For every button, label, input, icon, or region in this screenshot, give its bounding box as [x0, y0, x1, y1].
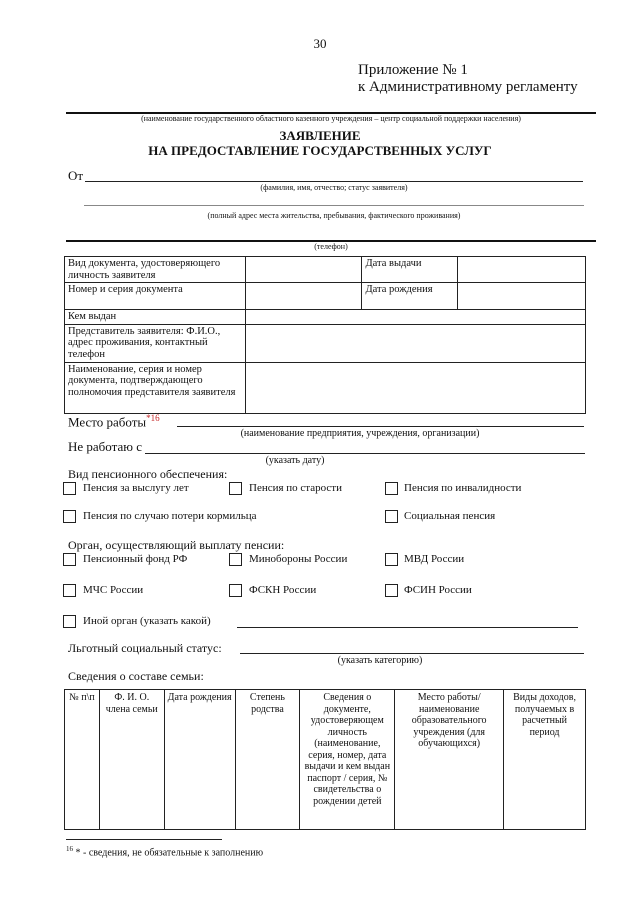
social-status-label: Льготный социальный статус:	[68, 641, 222, 655]
doc-type-label: Вид документа, удостоверяющего личность заявителя	[65, 257, 246, 283]
address-field[interactable]	[84, 205, 584, 206]
required-mark: *	[146, 413, 151, 423]
footnote	[66, 845, 263, 858]
institution-caption: (наименование государственного областного казенного учреждения – центр социальной поддержки населения)	[141, 114, 521, 123]
footnote-ref: 16	[150, 413, 160, 423]
payment-option-2-checkbox[interactable]	[385, 553, 398, 566]
address-caption: (полный адрес места жительства, пребывания, фактического проживания)	[207, 211, 461, 220]
payment-option-3-label: МЧС России	[83, 584, 144, 596]
pension-option-3-checkbox[interactable]	[63, 510, 76, 523]
family-col-birthdate: Дата рождения	[164, 690, 235, 830]
appendix-heading	[358, 62, 578, 96]
from-field[interactable]	[85, 181, 583, 182]
from-label: От	[68, 168, 84, 183]
payment-option-5-checkbox[interactable]	[385, 584, 398, 597]
footnote-separator	[66, 839, 222, 840]
pension-type-label: Вид пенсионного обеспечения:	[68, 467, 228, 481]
family-col-number: № п\п	[65, 690, 100, 830]
issue-date-label: Дата выдачи	[362, 257, 458, 283]
issued-by-field[interactable]	[245, 310, 585, 325]
payment-option-1-checkbox[interactable]	[229, 553, 242, 566]
appendix-line-2: к Административному регламенту	[358, 79, 578, 95]
appendix-line-1: Приложение № 1	[358, 62, 468, 78]
form-title: ЗАЯВЛЕНИЕ	[279, 128, 361, 143]
not-working-caption: (указать дату)	[265, 455, 325, 466]
family-col-relation: Степень родства	[235, 690, 300, 830]
family-label: Сведения о составе семьи:	[68, 669, 204, 683]
payment-org-label: Орган, осуществляющий выплату пенсии:	[68, 538, 285, 552]
from-caption: (фамилия, имя, отчество; статус заявителя)	[260, 183, 408, 192]
other-org-label: Иной орган (указать какой)	[83, 615, 211, 627]
page-number: 30	[313, 36, 327, 51]
birth-date-label: Дата рождения	[362, 283, 458, 310]
other-org-field[interactable]	[237, 627, 578, 628]
applicant-id-table	[64, 256, 586, 414]
family-col-income: Виды доходов, получаемых в расчетный период	[504, 690, 586, 830]
other-org-checkbox[interactable]	[63, 615, 76, 628]
representative-field[interactable]	[245, 324, 585, 362]
workplace-field[interactable]	[177, 426, 584, 427]
doc-type-field[interactable]	[245, 257, 362, 283]
doc-number-field[interactable]	[245, 283, 362, 310]
payment-option-0-label: Пенсионный фонд РФ	[83, 553, 188, 565]
payment-option-4-label: ФСКН России	[249, 584, 317, 596]
family-col-workplace: Место работы/ наименование образовательного учреждения (для обучающихся)	[395, 690, 504, 830]
payment-option-5-label: ФСИН России	[404, 584, 472, 596]
pension-option-1-label: Пенсия по старости	[249, 482, 342, 494]
payment-option-2-label: МВД России	[404, 553, 465, 565]
phone-caption: (телефон)	[314, 242, 348, 251]
pension-option-2-checkbox[interactable]	[385, 482, 398, 495]
not-working-label: Не работаю с	[68, 439, 142, 454]
payment-option-0-checkbox[interactable]	[63, 553, 76, 566]
payment-option-4-checkbox[interactable]	[229, 584, 242, 597]
pension-option-0-checkbox[interactable]	[63, 482, 76, 495]
issued-by-label: Кем выдан	[65, 310, 246, 325]
workplace-caption: (наименование предприятия, учреждения, организации)	[240, 428, 480, 439]
workplace-label-text: Место работы	[68, 414, 147, 430]
representative-label: Представитель заявителя: Ф.И.О., адрес проживания, контактный телефон	[65, 324, 246, 362]
authority-doc-label: Наименование, серия и номер документа, подтверждающего полномочия представителя заявителя	[65, 362, 246, 413]
form-subtitle: НА ПРЕДОСТАВЛЕНИЕ ГОСУДАРСТВЕННЫХ УСЛУГ	[148, 143, 492, 158]
social-status-caption: (указать категорию)	[337, 655, 423, 666]
pension-option-4-label: Социальная пенсия	[404, 510, 496, 522]
pension-option-0-label: Пенсия за выслугу лет	[83, 482, 189, 494]
family-table	[64, 689, 586, 830]
pension-option-4-checkbox[interactable]	[385, 510, 398, 523]
not-working-field[interactable]	[145, 453, 585, 454]
family-col-name: Ф. И. О. члена семьи	[99, 690, 164, 830]
family-col-document: Сведения о документе, удостоверяющем личность (наименование, серия, номер, дата выдачи и кем выдан паспорт / серия, № свидетельства о рождении детей	[300, 690, 395, 830]
pension-option-2-label: Пенсия по инвалидности	[404, 482, 522, 494]
social-status-field[interactable]	[240, 653, 584, 654]
footnote-number: 16	[66, 845, 73, 853]
issue-date-field[interactable]	[458, 257, 586, 283]
doc-number-label: Номер и серия документа	[65, 283, 246, 310]
pension-option-1-checkbox[interactable]	[229, 482, 242, 495]
birth-date-field[interactable]	[458, 283, 586, 310]
pension-option-3-label: Пенсия по случаю потери кормильца	[83, 510, 257, 522]
payment-option-3-checkbox[interactable]	[63, 584, 76, 597]
payment-option-1-label: Минобороны России	[249, 553, 348, 565]
authority-doc-field[interactable]	[245, 362, 585, 413]
footnote-text: * - сведения, не обязательные к заполнению	[75, 847, 264, 859]
